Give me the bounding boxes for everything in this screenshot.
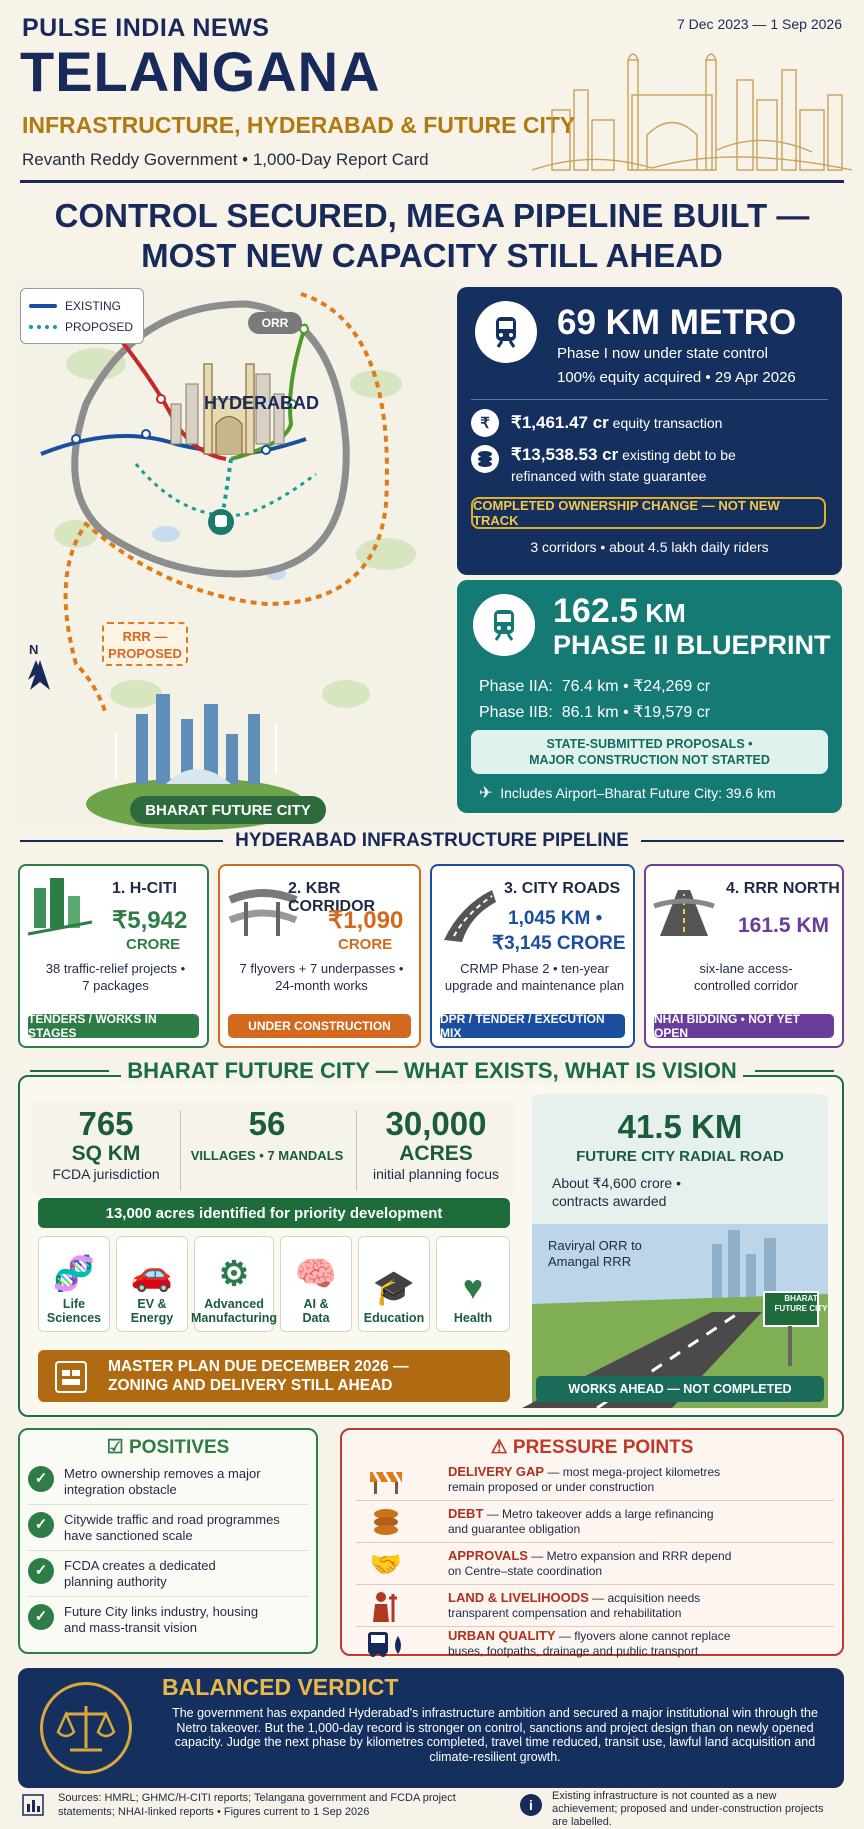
north-label: N	[29, 642, 39, 657]
city-label: HYDERABAD	[204, 393, 320, 413]
divider	[28, 1550, 308, 1551]
pressure-head: APPROVALS	[448, 1548, 528, 1563]
card-status-badge: TENDERS / WORKS IN STAGES	[28, 1014, 199, 1038]
check-icon: ✓	[28, 1558, 54, 1584]
pressure-text: — Metro takeover adds a large refinancing	[483, 1507, 714, 1521]
card-desc-line2: 7 packages	[82, 978, 149, 993]
card-amount: 1,045 KM •	[508, 908, 603, 929]
stat-acres-label: initial planning focus	[372, 1166, 500, 1182]
barrier-icon	[364, 1462, 408, 1498]
card-amount: 161.5 KM	[738, 914, 830, 937]
verdict-text: The government has expanded Hyderabad's infrastructure ambition and secured a major institutional win through the Netro takeover. But the 1,000-day record is stronger on control, sanctions and project design than on newly opened capacity. Judge the next phase by kilometres completed, travel time reduced, transit use, lawful land acquisition and climate-resilient growth.	[172, 1706, 818, 1764]
card-desc-line2: 24-month works	[275, 978, 368, 993]
stat-area-unit: SQ KM	[71, 1142, 141, 1165]
road-desc-line1: About ₹4,600 crore •	[552, 1175, 681, 1191]
stat-acres	[360, 1106, 512, 1182]
sector-health	[436, 1236, 510, 1332]
pressure-head: DELIVERY GAP	[448, 1464, 545, 1479]
card-desc	[24, 960, 207, 994]
stat-area-value: 765	[78, 1105, 134, 1142]
city-buildings-icon	[28, 876, 92, 936]
stat-area-label: FCDA jurisdiction	[52, 1166, 160, 1182]
metro-title: 69 KM METRO	[557, 303, 797, 342]
divider	[28, 1596, 308, 1597]
check-icon: ✓	[28, 1512, 54, 1538]
divider	[356, 1584, 834, 1585]
highway-icon	[654, 882, 714, 938]
pressure-text-line2: buses, footpaths, drainage and public transport	[448, 1644, 699, 1658]
sector-ai-data	[280, 1236, 352, 1332]
airplane-icon: ✈	[479, 785, 493, 802]
pressure-item	[448, 1464, 834, 1495]
card-title: 4. RRR NORTH	[726, 880, 840, 897]
pressure-text: — Metro expansion and RRR depend	[527, 1549, 732, 1563]
positive-item	[28, 1466, 310, 1498]
phase2a-label: Phase IIA:	[479, 678, 553, 695]
equity-text: equity transaction	[608, 415, 723, 431]
legend-proposed: PROPOSED	[65, 319, 134, 334]
coins-icon	[364, 1504, 408, 1540]
road-desc-line2: contracts awarded	[552, 1193, 667, 1209]
divider	[755, 1070, 834, 1072]
phase2-card	[457, 580, 842, 813]
pressure-item	[448, 1548, 834, 1579]
card-status-badge: UNDER CONSTRUCTION	[228, 1014, 411, 1038]
card-status-badge: DPR / TENDER / EXECUTION MIX	[440, 1014, 625, 1038]
divider	[471, 399, 828, 400]
train-icon	[475, 301, 537, 363]
card-title: 1. H-CITI	[112, 880, 177, 897]
sector-life-sciences	[38, 1236, 110, 1332]
metro-equity-date: 100% equity acquired • 29 Apr 2026	[557, 369, 796, 386]
card-desc-line1: 38 traffic-relief projects •	[45, 961, 186, 976]
pressure-points-title	[340, 1436, 844, 1459]
positives-title	[18, 1436, 318, 1459]
rrr-label-line1: RRR —	[122, 629, 168, 644]
stat-acres-unit: ACRES	[399, 1142, 473, 1165]
phase2-length-value: 162.5	[553, 592, 639, 630]
sector-label-line2: Manufacturing	[190, 1311, 278, 1325]
pressure-text-line2: on Centre–state coordination	[448, 1564, 603, 1578]
divider	[180, 1110, 181, 1190]
phase2-footer	[479, 783, 776, 803]
car-icon: 🚗	[130, 1255, 174, 1293]
master-plan-text	[108, 1357, 409, 1395]
government-line: Revanth Reddy Government • 1,000-Day Report Card	[22, 150, 429, 169]
phase2-title: PHASE II BLUEPRINT	[553, 630, 831, 660]
card-desc	[436, 960, 633, 994]
phase2-length	[553, 592, 686, 631]
bus-water-icon	[364, 1626, 408, 1662]
pressure-item	[448, 1506, 834, 1537]
coins-icon	[471, 445, 499, 473]
scales-icon	[40, 1682, 132, 1774]
pipeline-section-title	[20, 830, 844, 852]
card-unit: CRORE	[126, 936, 181, 953]
sector-label-line1: AI &	[303, 1297, 329, 1311]
debt-text-2: refinanced with state guarantee	[511, 468, 707, 484]
card-desc	[224, 960, 419, 994]
check-circle-icon: ☑	[106, 1437, 124, 1458]
positive-line1: Metro ownership removes a major	[64, 1466, 261, 1481]
road-sign-line2: FUTURE CITY	[774, 1304, 828, 1313]
phase2-footer-text: Includes Airport–Bharat Future City: 39.6 km	[500, 785, 776, 801]
positive-line2: and mass-transit vision	[64, 1620, 197, 1635]
positive-line2: have sanctioned scale	[64, 1528, 193, 1543]
card-desc-line1: 7 flyovers + 7 underpasses •	[239, 961, 404, 976]
equity-row	[471, 409, 722, 437]
sector-ev-energy	[116, 1236, 188, 1332]
master-plan-banner	[38, 1350, 510, 1402]
road-desc	[552, 1174, 681, 1210]
divider	[356, 1110, 357, 1190]
metro-status: Phase I now under state control	[557, 345, 768, 362]
card-desc-line1: six-lane access-	[699, 961, 793, 976]
future-city-section-title	[30, 1058, 834, 1084]
card-title: 3. CITY ROADS	[504, 880, 621, 897]
sector-label-line2: Health	[453, 1311, 493, 1325]
info-icon: i	[520, 1794, 542, 1816]
priority-banner: 13,000 acres identified for priority development	[38, 1198, 510, 1228]
sector-label-line1: Life	[62, 1297, 86, 1311]
card-desc	[650, 960, 842, 994]
headline-line2: MOST NEW CAPACITY STILL AHEAD	[141, 237, 723, 274]
handshake-icon: 🤝	[369, 1548, 403, 1579]
pipeline-card-kbr	[218, 864, 421, 1048]
metro-card	[457, 287, 842, 575]
bar-chart-icon	[22, 1794, 44, 1816]
road-sign-line1: BHARAT	[784, 1294, 818, 1303]
card-title: 2. KBR CORRIDOR	[288, 880, 376, 915]
pipeline-card-rrr-north	[644, 864, 844, 1048]
phase2-status-badge	[471, 730, 828, 774]
pipeline-card-hciti	[18, 864, 209, 1048]
dna-icon: 🧬	[52, 1255, 96, 1293]
orr-label: ORR	[248, 312, 302, 334]
sector-label-line2: Energy	[130, 1311, 174, 1325]
skyline-illustration	[532, 40, 852, 180]
sector-education	[358, 1236, 430, 1332]
metro-footer: 3 corridors • about 4.5 lakh daily riders	[530, 539, 769, 555]
pressure-item	[448, 1590, 834, 1621]
card-unit: ₹3,145 CRORE	[492, 933, 626, 954]
pressure-text: — acquisition needs	[588, 1591, 701, 1605]
stat-villages-value: 56	[248, 1105, 286, 1142]
farmer-icon	[364, 1588, 408, 1624]
sector-advanced-manufacturing	[190, 1236, 278, 1332]
future-city-label: BHARAT FUTURE CITY	[130, 796, 326, 824]
stat-acres-value: 30,000	[385, 1105, 487, 1142]
positive-item	[28, 1558, 310, 1590]
headline-line1: CONTROL SECURED, MEGA PIPELINE BUILT —	[54, 197, 810, 234]
divider	[28, 1504, 308, 1505]
header-divider	[20, 180, 844, 183]
divider	[20, 840, 223, 842]
phase2-badge-line1: STATE-SUBMITTED PROPOSALS •	[546, 737, 753, 751]
stat-area	[36, 1106, 176, 1182]
positive-line1: Citywide traffic and road programmes	[64, 1512, 280, 1527]
phase2b-row	[479, 702, 710, 722]
debt-amount: ₹13,538.53 cr	[511, 445, 619, 464]
graduation-cap-icon: 🎓	[372, 1269, 416, 1307]
brand-name: PULSE INDIA NEWS	[22, 14, 270, 42]
road-status-badge: WORKS AHEAD — NOT COMPLETED	[536, 1376, 824, 1402]
warning-icon: ⚠	[490, 1437, 508, 1458]
equity-amount: ₹1,461.47 cr	[511, 413, 609, 432]
robot-arm-icon: ⚙	[218, 1255, 250, 1293]
pressure-head: URBAN QUALITY	[448, 1628, 556, 1643]
date-range: 7 Dec 2023 — 1 Sep 2026	[676, 16, 842, 32]
pressure-head: DEBT	[448, 1506, 484, 1521]
positive-line2: planning authority	[64, 1574, 167, 1589]
map-legend	[20, 288, 144, 344]
positives-title-text: POSITIVES	[129, 1437, 230, 1458]
heart-pulse-icon: ♥	[462, 1269, 484, 1307]
pressure-text: — most mega-project kilometres	[544, 1465, 721, 1479]
road-length: 41.5 KM	[617, 1108, 743, 1145]
divider	[356, 1626, 834, 1627]
rrr-label-line2: PROPOSED	[108, 646, 182, 661]
road-route-line1: Raviryal ORR to	[548, 1238, 642, 1253]
debt-row	[471, 445, 736, 487]
page-subtitle: INFRASTRUCTURE, HYDERABAD & FUTURE CITY	[22, 112, 576, 138]
card-amount: ₹1,090	[328, 907, 404, 934]
sector-label-line2: Education	[363, 1311, 425, 1325]
pressure-item	[448, 1628, 834, 1659]
card-status-badge: NHAI BIDDING • NOT YET OPEN	[654, 1014, 834, 1038]
card-desc-line1: CRMP Phase 2 • ten-year	[460, 961, 609, 976]
pressure-head: LAND & LIVELIHOODS	[448, 1590, 589, 1605]
pipeline-title: HYDERABAD INFRASTRUCTURE PIPELINE	[235, 830, 629, 851]
divider	[30, 1070, 109, 1072]
sector-label-line2: Data	[302, 1311, 330, 1325]
radial-road-card	[532, 1094, 828, 1408]
phase2b-value: 86.1 km • ₹19,579 cr	[561, 704, 711, 721]
brain-chip-icon: 🧠	[294, 1255, 338, 1293]
phase2-length-unit: KM	[638, 598, 686, 628]
methodology-note: Existing infrastructure is not counted as a new achievement; proposed and under-construction projects are labelled.	[552, 1790, 824, 1828]
existing-line-swatch	[29, 304, 57, 308]
master-plan-line2: ZONING AND DELIVERY STILL AHEAD	[108, 1377, 393, 1394]
check-icon: ✓	[28, 1604, 54, 1630]
pressure-title-text: PRESSURE POINTS	[512, 1437, 694, 1458]
stat-villages	[184, 1106, 350, 1163]
clipboard-icon	[52, 1358, 92, 1394]
hyderabad-map	[16, 274, 456, 826]
headline	[0, 196, 864, 276]
train-icon	[473, 594, 535, 656]
road-route-line2: Amangal RRR	[548, 1254, 632, 1269]
check-icon: ✓	[28, 1466, 54, 1492]
road-title: FUTURE CITY RADIAL ROAD	[576, 1148, 784, 1165]
proposed-line-swatch	[29, 325, 57, 329]
stat-villages-unit: VILLAGES • 7 MANDALS	[190, 1148, 344, 1163]
positive-item	[28, 1604, 310, 1636]
road-route	[548, 1238, 642, 1270]
card-amount: ₹5,942	[112, 907, 188, 934]
page-title: TELANGANA	[20, 40, 381, 103]
road-sign	[774, 1294, 828, 1314]
phase2-badge-line2: MAJOR CONSTRUCTION NOT STARTED	[529, 753, 770, 767]
verdict-title: BALANCED VERDICT	[162, 1674, 399, 1700]
sector-label-line1: EV &	[137, 1297, 167, 1311]
positive-line1: Future City links industry, housing	[64, 1604, 259, 1619]
divider	[356, 1542, 834, 1543]
legend-existing: EXISTING	[65, 298, 122, 313]
pressure-text: — flyovers alone cannot replace	[555, 1629, 731, 1643]
metro-status-badge: COMPLETED OWNERSHIP CHANGE — NOT NEW TRACK	[471, 497, 826, 529]
phase2a-row	[479, 676, 710, 696]
sector-label-line1: Advanced	[204, 1297, 264, 1311]
positive-item	[28, 1512, 310, 1544]
compass-icon	[28, 660, 52, 698]
phase2a-value: 76.4 km • ₹24,269 cr	[561, 678, 711, 695]
positive-line2: integration obstacle	[64, 1482, 177, 1497]
phase2b-label: Phase IIB:	[479, 704, 553, 721]
rrr-label	[102, 622, 188, 666]
card-desc-line2: upgrade and maintenance plan	[444, 978, 625, 993]
debt-text: existing debt to be	[618, 447, 736, 463]
positive-line1: FCDA creates a dedicated	[64, 1558, 216, 1573]
pipeline-card-city-roads	[430, 864, 635, 1048]
sector-label-line2: Sciences	[46, 1311, 102, 1325]
road-icon	[440, 886, 496, 942]
sources-note: Sources: HMRL; GHMC/H-CITI reports; Telangana government and FCDA project statements; NHAI-linked reports • Figures current to 1 Sep 2026	[58, 1792, 456, 1818]
future-city-title: BHARAT FUTURE CITY — WHAT EXISTS, WHAT IS VISION	[121, 1058, 742, 1084]
divider	[641, 840, 844, 842]
pressure-text-line2: and guarantee obligation	[448, 1522, 581, 1536]
pressure-text-line2: transparent compensation and rehabilitation	[448, 1606, 682, 1620]
pressure-text-line2: remain proposed or under construction	[448, 1480, 655, 1494]
divider	[356, 1500, 834, 1501]
rupee-icon: ₹	[471, 409, 499, 437]
card-desc-line2: controlled corridor	[693, 978, 799, 993]
master-plan-line1: MASTER PLAN DUE DECEMBER 2026 —	[108, 1358, 409, 1375]
card-unit: CRORE	[338, 936, 393, 953]
